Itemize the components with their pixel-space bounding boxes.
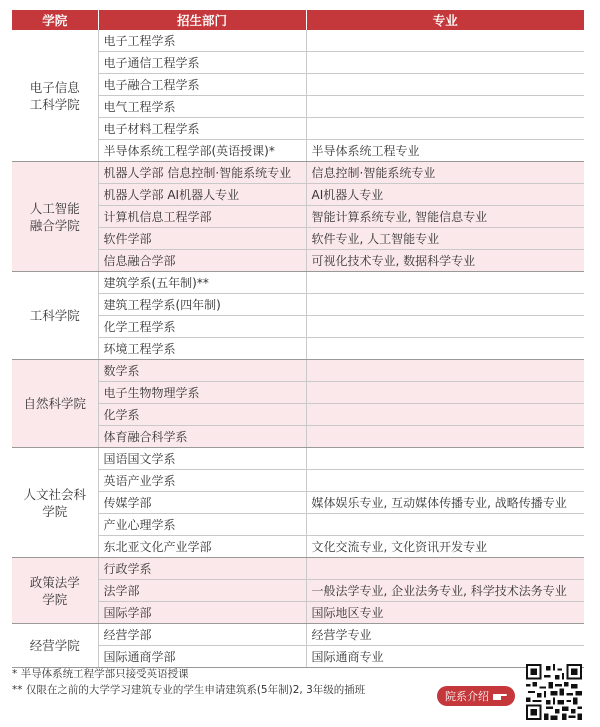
major-cell: 信息控制·智能系统专业 bbox=[306, 162, 584, 184]
college-name-line: 学院 bbox=[42, 503, 68, 519]
dept-cell: 半导体系统工程学部(英语授课)* bbox=[98, 140, 306, 162]
college-name-line: 自然科学院 bbox=[23, 396, 86, 411]
major-cell bbox=[306, 30, 584, 52]
table-row bbox=[12, 404, 584, 426]
major-cell bbox=[306, 96, 584, 118]
table-row bbox=[12, 74, 584, 96]
dept-cell: 电子融合工程学系 bbox=[98, 74, 306, 96]
table-row bbox=[12, 470, 584, 492]
admissions-table bbox=[12, 10, 584, 668]
dept-cell: 电气工程学系 bbox=[98, 96, 306, 118]
major-cell bbox=[306, 294, 584, 316]
dept-cell: 国际通商学部 bbox=[98, 646, 306, 668]
college-name-line: 工科学院 bbox=[29, 308, 80, 323]
college-name-line: 人工智能 bbox=[29, 200, 80, 216]
dept-cell: 化学工程学系 bbox=[98, 316, 306, 338]
dept-cell: 电子生物物理学系 bbox=[98, 382, 306, 404]
dept-cell: 建筑学系(五年制)** bbox=[98, 272, 306, 294]
college-cell bbox=[12, 162, 98, 272]
dept-cell: 计算机信息工程学部 bbox=[98, 206, 306, 228]
major-cell bbox=[306, 558, 584, 580]
major-cell: 文化交流专业, 文化资讯开发专业 bbox=[306, 536, 584, 558]
major-cell: 智能计算系统专业, 智能信息专业 bbox=[306, 206, 584, 228]
table-row bbox=[12, 514, 584, 536]
dept-cell: 环境工程学系 bbox=[98, 338, 306, 360]
table-row bbox=[12, 162, 584, 184]
dept-cell: 经营学部 bbox=[98, 624, 306, 646]
header-major: 专业 bbox=[306, 10, 584, 30]
table-row bbox=[12, 272, 584, 294]
table-row bbox=[12, 250, 584, 272]
college-cell bbox=[12, 624, 98, 668]
college-cell bbox=[12, 558, 98, 624]
college-name-line: 融合学院 bbox=[29, 217, 80, 233]
dept-cell: 机器人学部 信息控制·智能系统专业 bbox=[98, 162, 306, 184]
pointing-hand-icon bbox=[493, 691, 507, 701]
footnote-1: * 半导体系统工程学部只接受英语授课 bbox=[12, 668, 189, 680]
major-cell bbox=[306, 426, 584, 448]
college-name-line: 经营学院 bbox=[29, 638, 80, 653]
major-cell: 国际地区专业 bbox=[306, 602, 584, 624]
dept-cell: 产业心理学系 bbox=[98, 514, 306, 536]
college-name-line: 电子信息 bbox=[29, 79, 80, 95]
major-cell bbox=[306, 360, 584, 382]
table-row bbox=[12, 558, 584, 580]
major-cell: 国际通商专业 bbox=[306, 646, 584, 668]
table-row bbox=[12, 624, 584, 646]
table-row bbox=[12, 426, 584, 448]
table-row bbox=[12, 30, 584, 52]
major-cell: 可视化技术专业, 数据科学专业 bbox=[306, 250, 584, 272]
table-row bbox=[12, 96, 584, 118]
table-row bbox=[12, 338, 584, 360]
department-intro-button[interactable] bbox=[437, 686, 515, 706]
table-row bbox=[12, 140, 584, 162]
table-row bbox=[12, 294, 584, 316]
major-cell: 半导体系统工程专业 bbox=[306, 140, 584, 162]
dept-cell: 软件学部 bbox=[98, 228, 306, 250]
dept-cell: 体育融合科学系 bbox=[98, 426, 306, 448]
dept-cell: 东北亚文化产业学部 bbox=[98, 536, 306, 558]
college-name-line: 工科学院 bbox=[29, 96, 80, 112]
table-row bbox=[12, 580, 584, 602]
dept-cell: 传媒学部 bbox=[98, 492, 306, 514]
major-cell bbox=[306, 470, 584, 492]
major-cell bbox=[306, 338, 584, 360]
college-name-line: 人文社会科 bbox=[23, 486, 86, 502]
dept-cell: 国际学部 bbox=[98, 602, 306, 624]
dept-cell: 电子材料工程学系 bbox=[98, 118, 306, 140]
major-cell: 媒体娱乐专业, 互动媒体传播专业, 战略传播专业 bbox=[306, 492, 584, 514]
table-row bbox=[12, 492, 584, 514]
table-row bbox=[12, 448, 584, 470]
admissions-table-container bbox=[12, 10, 584, 668]
major-cell bbox=[306, 74, 584, 96]
major-cell bbox=[306, 118, 584, 140]
dept-cell: 机器人学部 AI机器人专业 bbox=[98, 184, 306, 206]
college-cell bbox=[12, 448, 98, 558]
footnotes bbox=[12, 666, 432, 698]
dept-cell: 行政学系 bbox=[98, 558, 306, 580]
table-row bbox=[12, 382, 584, 404]
table-row bbox=[12, 118, 584, 140]
major-cell bbox=[306, 272, 584, 294]
footnote-2: ** 仅限在之前的大学学习建筑专业的学生申请建筑系(5年制)2, 3年级的插班 bbox=[12, 684, 366, 696]
major-cell: 经营学专业 bbox=[306, 624, 584, 646]
dept-cell: 信息融合学部 bbox=[98, 250, 306, 272]
major-cell bbox=[306, 52, 584, 74]
table-row bbox=[12, 228, 584, 250]
college-name-line: 学院 bbox=[42, 591, 68, 607]
college-cell bbox=[12, 272, 98, 360]
major-cell bbox=[306, 514, 584, 536]
table-row bbox=[12, 52, 584, 74]
table-row bbox=[12, 184, 584, 206]
dept-cell: 英语产业学系 bbox=[98, 470, 306, 492]
major-cell: 软件专业, 人工智能专业 bbox=[306, 228, 584, 250]
college-name-line: 政策法学 bbox=[29, 574, 80, 590]
major-cell bbox=[306, 316, 584, 338]
major-cell bbox=[306, 382, 584, 404]
dept-cell: 法学部 bbox=[98, 580, 306, 602]
table-header-row bbox=[12, 10, 584, 30]
college-cell bbox=[12, 360, 98, 448]
header-dept: 招生部门 bbox=[98, 10, 306, 30]
dept-cell: 化学系 bbox=[98, 404, 306, 426]
table-row bbox=[12, 646, 584, 668]
major-cell bbox=[306, 404, 584, 426]
dept-cell: 建筑工程学系(四年制) bbox=[98, 294, 306, 316]
dept-cell: 数学系 bbox=[98, 360, 306, 382]
dept-cell: 电子工程学系 bbox=[98, 30, 306, 52]
major-cell: 一般法学专业, 企业法务专业, 科学技术法务专业 bbox=[306, 580, 584, 602]
header-college: 学院 bbox=[12, 10, 98, 30]
major-cell bbox=[306, 448, 584, 470]
table-row bbox=[12, 206, 584, 228]
qr-code-icon bbox=[526, 664, 582, 720]
dept-cell: 国语国文学系 bbox=[98, 448, 306, 470]
dept-cell: 电子通信工程学系 bbox=[98, 52, 306, 74]
college-cell bbox=[12, 30, 98, 162]
table-row bbox=[12, 360, 584, 382]
table-row bbox=[12, 316, 584, 338]
major-cell: AI机器人专业 bbox=[306, 184, 584, 206]
table-body bbox=[12, 30, 584, 668]
table-row bbox=[12, 536, 584, 558]
table-row bbox=[12, 602, 584, 624]
intro-button-label: 院系介绍 bbox=[445, 690, 489, 703]
